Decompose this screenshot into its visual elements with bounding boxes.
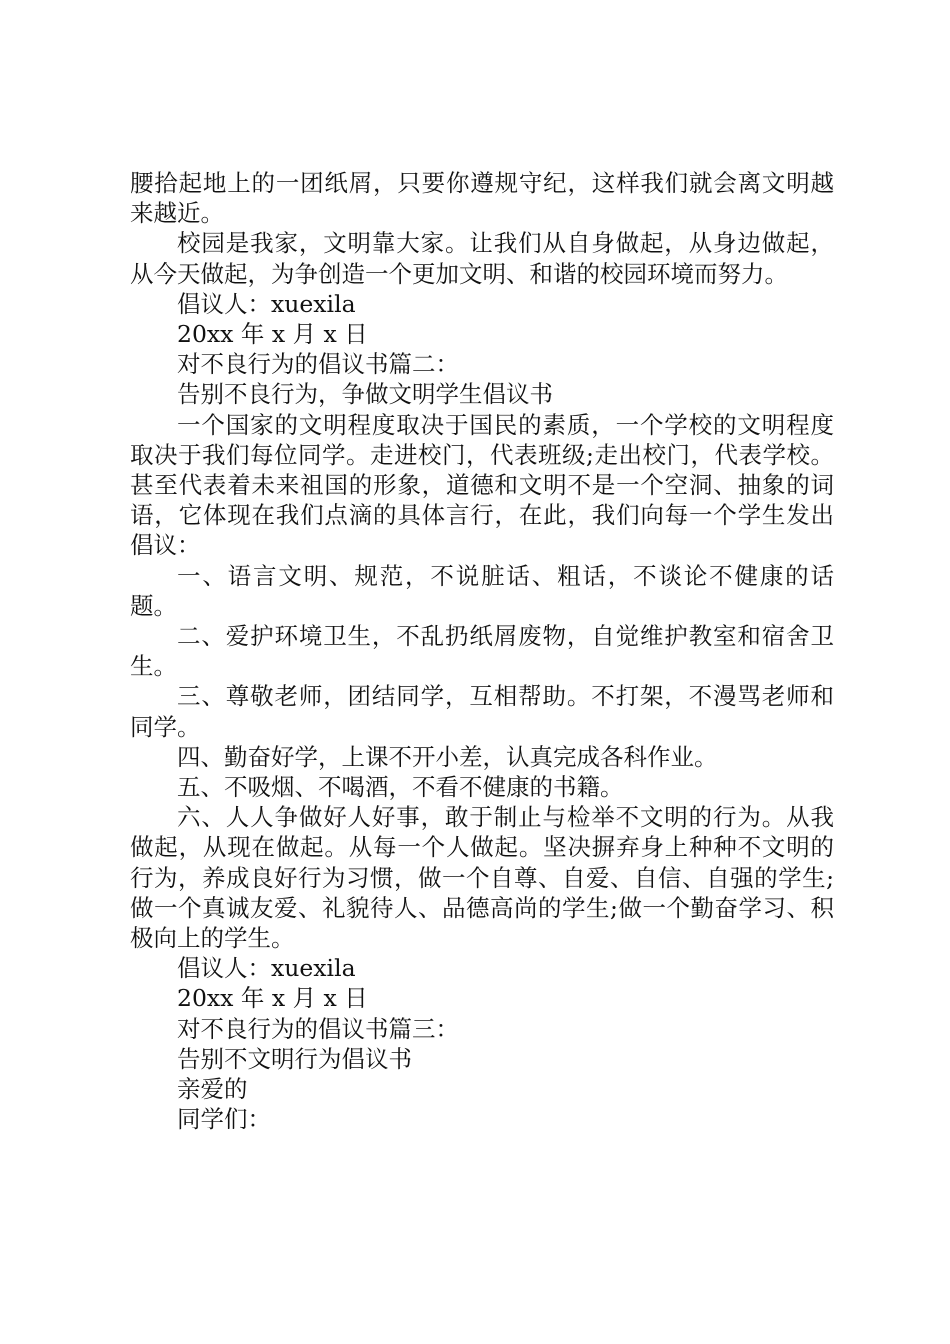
list-item-6: 六、人人争做好人好事，敢于制止与检举不文明的行为。从我做起，从现在做起。从每一个人做起。坚决摒弃身上种种不文明的行为，养成良好行为习惯，做一个自尊、自爱、自信、自强的学生;做一个真诚友爱、礼貌待人、品德高尚的学生;做一个勤奋学习、积极向上的学生。 [130,803,834,953]
paragraph-intro: 一个国家的文明程度取决于国民的素质，一个学校的文明程度取决于我们每位同学。走进校门，代表班级;走出校门，代表学校。甚至代表着未来祖国的形象，道德和文明不是一个空洞、抽象的词语，它体现在我们点滴的具体言行，在此，我们向每一个学生发出倡议： [130,410,834,560]
paragraph-continuation: 腰拾起地上的一团纸屑，只要你遵规守纪，这样我们就会离文明越来越近。 [130,169,834,228]
list-item-4: 四、勤奋好学，上课不开小差，认真完成各科作业。 [177,742,718,771]
date-1: 20xx 年 x 月 x 日 [177,320,368,349]
date-2: 20xx 年 x 月 x 日 [177,984,368,1013]
document-body [130,168,834,1135]
section-3-heading: 对不良行为的倡议书篇三： [177,1014,459,1043]
paragraph-school-home: 校园是我家，文明靠大家。让我们从自身做起，从身边做起，从今天做起，为争创造一个更加文明、和谐的校园环境而努力。 [130,229,834,288]
list-item-3: 三、尊敬老师，团结同学，互相帮助。不打架，不漫骂老师和同学。 [130,682,834,741]
list-item-1: 一、语言文明、规范，不说脏话、粗话，不谈论不健康的话题。 [130,561,834,620]
section-3-title: 告别不文明行为倡议书 [177,1044,412,1073]
list-item-5: 五、不吸烟、不喝酒，不看不健康的书籍。 [177,773,624,802]
section-2-heading: 对不良行为的倡议书篇二： [177,350,459,379]
signer-1: 倡议人：xuexila [177,289,356,318]
greeting-line-1: 亲爱的 [177,1075,248,1104]
list-item-2: 二、爱护环境卫生，不乱扔纸屑废物，自觉维护教室和宿舍卫生。 [130,622,834,681]
section-2-title: 告别不良行为，争做文明学生倡议书 [177,380,553,409]
greeting-line-2: 同学们： [177,1105,271,1134]
signer-2: 倡议人：xuexila [177,954,356,983]
